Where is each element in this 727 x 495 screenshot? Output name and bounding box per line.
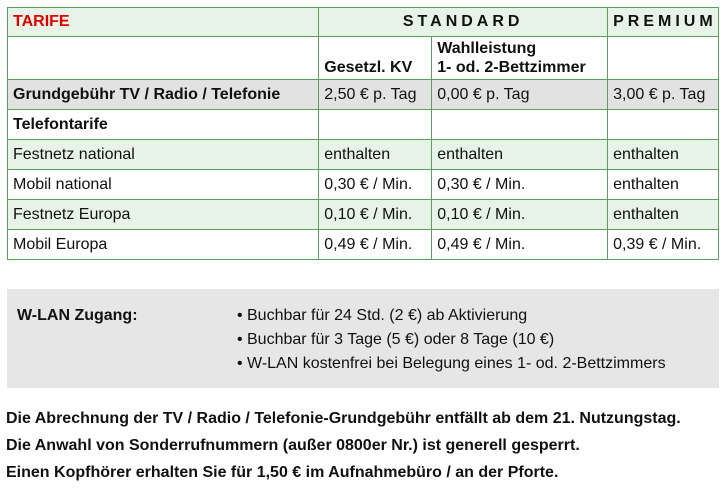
wlan-list xyxy=(237,304,666,376)
table-row xyxy=(8,230,719,260)
bullet-icon: • xyxy=(237,331,243,348)
wlan-item-text: W-LAN kostenfrei bei Belegung eines 1- od. 2-Bettzimmers xyxy=(247,355,666,372)
list-item xyxy=(237,352,666,376)
premium-value: 0,39 € / Min. xyxy=(608,230,719,260)
kv-subheader: Gesetzl. KV xyxy=(319,37,432,80)
empty-cell xyxy=(608,37,719,80)
notes xyxy=(6,405,681,486)
note-billing: Die Abrechnung der TV / Radio / Telefonie-Grundgebühr entfällt ab dem 21. Nutzungstag. xyxy=(6,410,681,427)
wahl-value: 0,30 € / Min. xyxy=(432,170,608,200)
tariff-table xyxy=(7,7,719,260)
wlan-item-text: Buchbar für 24 Std. (2 €) ab Aktivierung xyxy=(247,307,528,324)
list-item xyxy=(237,304,666,328)
premium-value xyxy=(608,110,719,140)
wahl-value xyxy=(432,110,608,140)
note-special-numbers: Die Anwahl von Sonderrufnummern (außer 0800er Nr.) ist generell gesperrt. xyxy=(6,437,580,454)
standard-header: STANDARD xyxy=(319,8,608,37)
kv-value: 0,30 € / Min. xyxy=(319,170,432,200)
premium-value: enthalten xyxy=(608,200,719,230)
kv-value: 2,50 € p. Tag xyxy=(319,80,432,110)
bullet-icon: • xyxy=(237,355,243,372)
wahl-value: enthalten xyxy=(432,140,608,170)
wahl-value: 0,10 € / Min. xyxy=(432,200,608,230)
tarife-header: TARIFE xyxy=(8,8,319,37)
table-header-row xyxy=(8,8,719,37)
premium-value: enthalten xyxy=(608,140,719,170)
row-label: Mobil national xyxy=(8,170,319,200)
note-headphones: Einen Kopfhörer erhalten Sie für 1,50 € im Aufnahmebüro / an der Pforte. xyxy=(6,464,559,481)
list-item xyxy=(237,328,666,352)
wlan-item-text: Buchbar für 3 Tage (5 €) oder 8 Tage (10 €) xyxy=(247,331,555,348)
wahl-line2: 1- od. 2-Bettzimmer xyxy=(437,59,586,76)
premium-header: PREMIUM xyxy=(608,8,719,37)
row-label: Telefontarife xyxy=(8,110,319,140)
row-label: Grundgebühr TV / Radio / Telefonie xyxy=(8,80,319,110)
bullet-icon: • xyxy=(237,307,243,324)
table-row xyxy=(8,140,719,170)
wahl-value: 0,49 € / Min. xyxy=(432,230,608,260)
kv-value xyxy=(319,110,432,140)
premium-value: enthalten xyxy=(608,170,719,200)
wahlleistung-subheader xyxy=(432,37,608,80)
table-row xyxy=(8,80,719,110)
table-row xyxy=(8,200,719,230)
kv-value: enthalten xyxy=(319,140,432,170)
row-label: Festnetz Europa xyxy=(8,200,319,230)
wahl-value: 0,00 € p. Tag xyxy=(432,80,608,110)
table-subheader-row xyxy=(8,37,719,80)
row-label: Mobil Europa xyxy=(8,230,319,260)
row-label: Festnetz national xyxy=(8,140,319,170)
kv-value: 0,49 € / Min. xyxy=(319,230,432,260)
table-row xyxy=(8,110,719,140)
empty-cell xyxy=(8,37,319,80)
wahl-line1: Wahlleistung xyxy=(437,40,537,57)
kv-value: 0,10 € / Min. xyxy=(319,200,432,230)
wlan-info-box xyxy=(7,289,719,388)
table-row xyxy=(8,170,719,200)
wlan-label: W-LAN Zugang: xyxy=(17,307,138,324)
premium-value: 3,00 € p. Tag xyxy=(608,80,719,110)
